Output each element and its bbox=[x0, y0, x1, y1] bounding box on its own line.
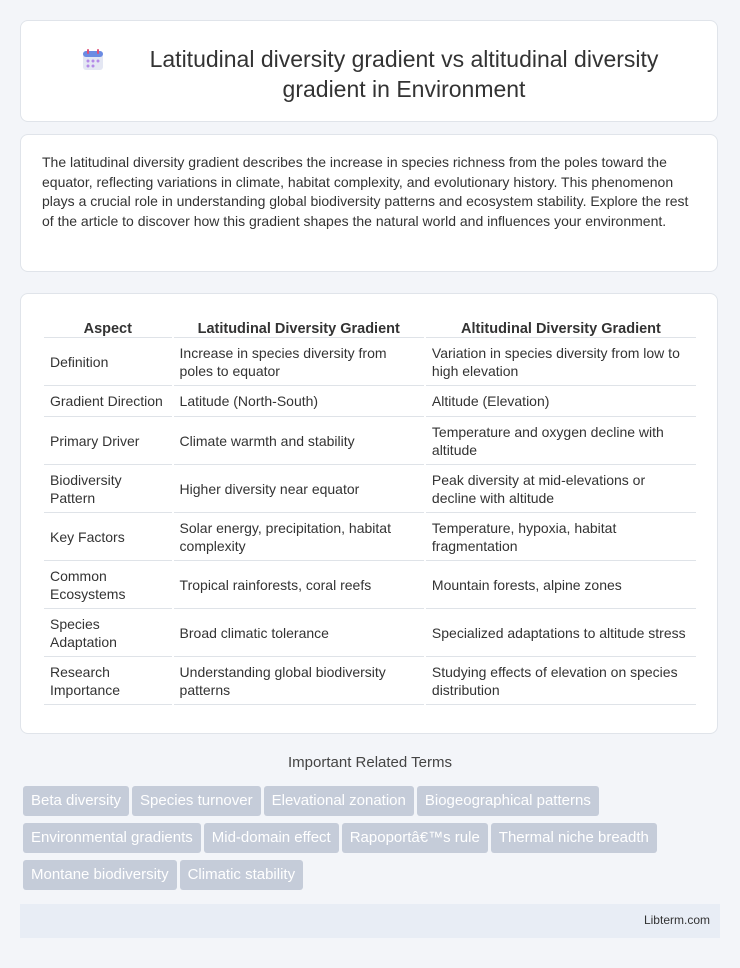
table-row bbox=[44, 657, 696, 705]
related-term-tag[interactable]: Species turnover bbox=[132, 786, 261, 816]
table-row bbox=[44, 609, 696, 657]
table-header-row bbox=[44, 315, 696, 338]
table-row bbox=[44, 465, 696, 513]
table-cell: Temperature and oxygen decline with altitude bbox=[426, 417, 696, 465]
table-cell: Species Adaptation bbox=[44, 609, 172, 657]
table-cell: Climate warmth and stability bbox=[174, 417, 424, 465]
related-terms-list bbox=[23, 786, 723, 897]
title-card bbox=[20, 20, 718, 122]
table-cell: Primary Driver bbox=[44, 417, 172, 465]
table-cell: Mountain forests, alpine zones bbox=[426, 561, 696, 609]
footer-site-link[interactable]: Libterm.com bbox=[643, 913, 710, 927]
table-row bbox=[44, 386, 696, 417]
table-row bbox=[44, 417, 696, 465]
related-term-tag[interactable]: Biogeographical patterns bbox=[417, 786, 599, 816]
table-cell: Research Importance bbox=[44, 657, 172, 705]
table-cell: Key Factors bbox=[44, 513, 172, 561]
table-row bbox=[44, 513, 696, 561]
related-term-tag[interactable]: Montane biodiversity bbox=[23, 860, 177, 890]
footer bbox=[20, 904, 720, 938]
table-row bbox=[44, 561, 696, 609]
table-cell: Common Ecosystems bbox=[44, 561, 172, 609]
table-cell: Solar energy, precipitation, habitat complexity bbox=[174, 513, 424, 561]
calendar-icon bbox=[81, 48, 105, 72]
related-term-tag[interactable]: Rapoportâ€™s rule bbox=[342, 823, 488, 853]
related-term-tag[interactable]: Mid-domain effect bbox=[204, 823, 339, 853]
related-term-tag[interactable]: Climatic stability bbox=[180, 860, 304, 890]
column-header: Aspect bbox=[44, 315, 172, 338]
comparison-card bbox=[20, 293, 718, 734]
table-cell: Definition bbox=[44, 338, 172, 386]
table-cell: Temperature, hypoxia, habitat fragmentation bbox=[426, 513, 696, 561]
page-title: Latitudinal diversity gradient vs altitudinal diversity gradient in Environment bbox=[149, 46, 659, 102]
comparison-table bbox=[42, 315, 698, 705]
table-cell: Biodiversity Pattern bbox=[44, 465, 172, 513]
table-cell: Studying effects of elevation on species distribution bbox=[426, 657, 696, 705]
table-cell: Higher diversity near equator bbox=[174, 465, 424, 513]
column-header: Latitudinal Diversity Gradient bbox=[174, 315, 424, 338]
table-row bbox=[44, 338, 696, 386]
table-cell: Broad climatic tolerance bbox=[174, 609, 424, 657]
related-term-tag[interactable]: Beta diversity bbox=[23, 786, 129, 816]
table-cell: Altitude (Elevation) bbox=[426, 386, 696, 417]
table-cell: Gradient Direction bbox=[44, 386, 172, 417]
table-cell: Tropical rainforests, coral reefs bbox=[174, 561, 424, 609]
intro-card bbox=[20, 134, 718, 272]
related-terms-heading: Important Related Terms bbox=[288, 754, 452, 771]
intro-paragraph: The latitudinal diversity gradient describes the increase in species richness from the poles toward the equator, reflecting variations in climate, habitat complexity, and evolutionary history. This phenomenon plays a crucial role in understanding global biodiversity patterns and ecosystem stability. Explore the rest of the article to discover how this gradient shapes the natural world and influences your environment. bbox=[42, 154, 689, 229]
table-cell: Variation in species diversity from low to high elevation bbox=[426, 338, 696, 386]
table-cell: Specialized adaptations to altitude stress bbox=[426, 609, 696, 657]
table-cell: Understanding global biodiversity patterns bbox=[174, 657, 424, 705]
related-term-tag[interactable]: Thermal niche breadth bbox=[491, 823, 657, 853]
table-cell: Increase in species diversity from poles to equator bbox=[174, 338, 424, 386]
related-term-tag[interactable]: Elevational zonation bbox=[264, 786, 414, 816]
table-cell: Latitude (North-South) bbox=[174, 386, 424, 417]
column-header: Altitudinal Diversity Gradient bbox=[426, 315, 696, 338]
related-term-tag[interactable]: Environmental gradients bbox=[23, 823, 201, 853]
table-cell: Peak diversity at mid-elevations or decline with altitude bbox=[426, 465, 696, 513]
